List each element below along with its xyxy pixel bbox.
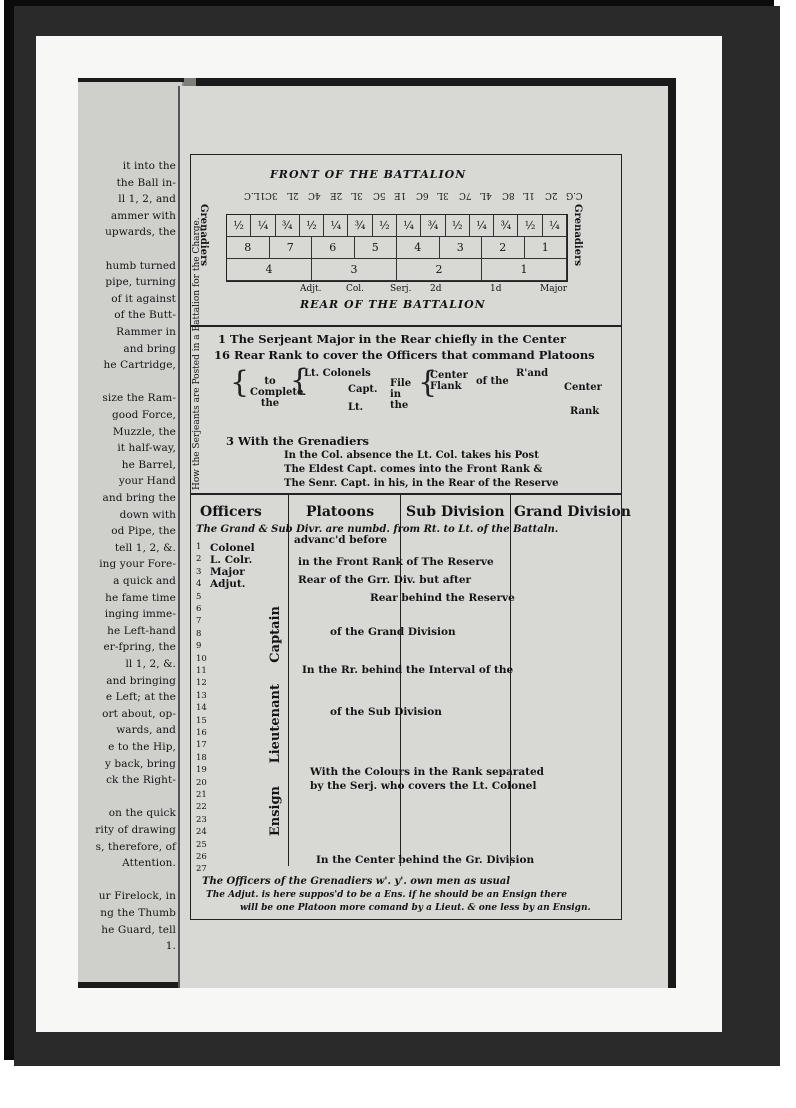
left-page — [78, 82, 184, 982]
grid-cell-division: 4 — [227, 259, 312, 281]
left-page-line: e Left; at the — [105, 691, 176, 704]
to-complete: to Complete the — [250, 376, 304, 409]
lt-colonels: Lt. Colonels — [304, 368, 371, 379]
lt-label: Lt. — [348, 402, 364, 413]
grid-cell-quarter: ¾ — [494, 215, 518, 237]
left-page-line: he Left-hand — [107, 624, 176, 637]
left-page-line: Attention. — [122, 857, 176, 870]
row-number: 21 — [196, 790, 207, 800]
col-divider-3 — [510, 494, 511, 866]
row-number: 15 — [196, 715, 207, 726]
rank-ensign: Ensign — [268, 786, 283, 837]
front-position-label: 4L — [480, 190, 492, 200]
front-position-label: 8C — [501, 190, 515, 200]
rear-position-label: Serj. — [390, 284, 412, 294]
grenadiers-left: Grenadiers — [198, 204, 209, 266]
front-position-label: 6C — [415, 190, 429, 200]
row-number: 8 — [196, 628, 202, 639]
left-page-line: ammer with — [110, 209, 176, 222]
row-number: 2 — [196, 554, 202, 565]
brace-c: { — [418, 365, 438, 400]
front-position-label: 3L — [351, 190, 363, 200]
row-number: 20 — [196, 777, 207, 788]
footer-grenadiers: The Officers of the Grenadiers w'. y'. own men as usual — [202, 876, 511, 887]
row-number: 13 — [196, 690, 207, 701]
grid-cell-platoon: 3 — [440, 237, 483, 259]
senr-line: The Senr. Capt. in his, in the Rear of the Reserve — [284, 478, 559, 489]
row-number: 16 — [196, 728, 207, 738]
grid-cell-division: 1 — [482, 259, 567, 281]
grid-cell-division: 2 — [397, 259, 482, 281]
left-page-line: it half-way, — [117, 442, 176, 455]
front-position-label: C.G — [566, 190, 583, 200]
row-number: 18 — [196, 752, 207, 763]
officer-colonel: Colonel — [210, 542, 255, 554]
row-number: 1 — [196, 542, 202, 552]
grenadiers-right: Grenadiers — [572, 204, 583, 266]
with-grenadiers: 3 With the Grenadiers — [226, 434, 370, 448]
left-page-line: the Ball in- — [116, 176, 176, 189]
header-platoons: Platoons — [306, 504, 375, 520]
left-page-line: and bring the — [102, 492, 176, 504]
rank-captain: Captain — [268, 606, 283, 663]
row-grand-division: of the Grand Division — [330, 626, 456, 638]
row-sub-division: of the Sub Division — [330, 706, 442, 718]
rank-lieutenant: Lieutenant — [268, 684, 283, 764]
row-number: 7 — [196, 616, 202, 627]
officer-adjutant: Adjut. — [210, 578, 246, 590]
left-page-line: Muzzle, the — [112, 425, 176, 438]
grid-cell-quarter: ¼ — [324, 215, 348, 237]
left-page-line: pipe, turning — [105, 276, 176, 289]
header-officers: Officers — [200, 504, 262, 520]
col-divider-2 — [400, 494, 401, 866]
of-the-a: of the — [476, 376, 509, 387]
left-page-line: inging imme- — [104, 608, 176, 621]
left-page-line: od Pipe, the — [111, 525, 176, 538]
rear-position-label: 2d — [430, 284, 442, 294]
rand-label: R'and — [516, 368, 549, 379]
grid-cell-quarter: ½ — [373, 215, 397, 237]
grid-cell-platoon: 4 — [397, 237, 440, 259]
front-position-label: 1L.C — [243, 190, 265, 200]
left-page-line: on the quick — [108, 807, 176, 820]
row-number: 6 — [196, 604, 202, 614]
left-page-line: ort about, op- — [102, 707, 176, 720]
row-number: 3 — [196, 566, 202, 577]
grid-cell-quarter: ½ — [446, 215, 470, 237]
row-front-rank: in the Front Rank of The Reserve — [298, 556, 494, 568]
grid-cell-quarter: ¾ — [276, 215, 300, 237]
left-page-line: ck the Right- — [106, 774, 176, 787]
front-position-label: 1E — [394, 190, 407, 200]
left-page-line: er-fpring, the — [103, 641, 176, 654]
table-subheader: The Grand & Sub Divr. are numbd. from Rt. to Lt. of the Battaln. — [196, 524, 559, 535]
left-page-line: and bringing — [106, 674, 176, 687]
front-position-label: 2E — [329, 190, 342, 200]
left-page-line: rity of drawing — [95, 824, 176, 836]
grid-cell-quarter: ½ — [518, 215, 542, 237]
left-page-line: he fame time — [105, 591, 176, 604]
left-page-line: and bring — [123, 342, 176, 355]
grid-cell-platoon: 7 — [270, 237, 313, 259]
officer-major: Major — [210, 566, 245, 578]
left-page-line: y back, bring — [104, 757, 176, 770]
left-page-line: size the Ram- — [102, 392, 176, 405]
row-number: 25 — [196, 839, 207, 850]
grid-cell-platoon: 6 — [312, 237, 355, 259]
grid-cell-quarter: ¼ — [251, 215, 275, 237]
left-page-line: Rammer in — [116, 326, 176, 338]
grid-cell-platoon: 1 — [525, 237, 568, 259]
row-advanced-before: advanc'd before — [294, 534, 388, 546]
left-page-line: ur Firelock, in — [98, 890, 176, 903]
left-page-line: down with — [119, 508, 176, 521]
row-number: 9 — [196, 641, 202, 652]
officer-lt-colonel: L. Colr. — [210, 554, 253, 566]
serjeants-side-note: How the Serjeants are Posted in a Battalion for the Charge. — [192, 217, 202, 490]
left-page-line: ll 1, 2, and — [118, 193, 176, 206]
row-number: 17 — [196, 740, 207, 751]
front-position-label: 1L — [523, 190, 535, 200]
left-page-line: of it against — [111, 292, 176, 305]
grid-cell-quarter: ¾ — [421, 215, 445, 237]
left-page-line: he Guard, tell — [101, 923, 176, 936]
book-photograph — [78, 78, 676, 988]
row-number: 12 — [196, 678, 207, 689]
serjeant-major-line: 1 The Serjeant Major in the Rear chiefly in the Center — [218, 332, 567, 346]
left-page-line: your Hand — [118, 475, 176, 488]
row-number: 22 — [196, 802, 207, 813]
row-number: 19 — [196, 765, 207, 776]
row-number: 11 — [196, 666, 207, 676]
left-page-line: e to the Hip, — [108, 741, 176, 753]
left-page-line: ll 1, 2, &. — [125, 658, 176, 670]
center-flank: Center Flank — [430, 370, 468, 392]
left-page-line: it into the — [122, 160, 176, 172]
row-number: 4 — [196, 579, 202, 590]
row-number: 23 — [196, 814, 207, 825]
rear-position-label: Adjt. — [300, 284, 322, 294]
brace-b: { — [290, 363, 310, 398]
left-page-line: he Barrel, — [121, 458, 176, 471]
formation-grid — [226, 214, 568, 282]
rank-label: Rank — [570, 406, 600, 417]
footer-platoon: will be one Platoon more comand by a Lieut. & one less by an Ensign. — [240, 903, 591, 913]
grid-cell-quarter: ¾ — [348, 215, 372, 237]
right-page — [178, 86, 668, 988]
row-interval: In the Rr. behind the Interval of the — [302, 664, 514, 676]
left-page-line: s, therefore, of — [95, 840, 176, 853]
absence-line: In the Col. absence the Lt. Col. takes his Post — [284, 450, 539, 461]
footer-adjutant: The Adjut. is here suppos'd to be a Ens. if he should be an Ensign there — [206, 890, 567, 900]
rear-title: REAR OF THE BATTALION — [300, 298, 486, 311]
left-page-line: ing your Fore- — [99, 558, 176, 571]
row-number: 26 — [196, 852, 207, 862]
header-sub-division: Sub Division — [406, 504, 505, 520]
left-page-line: upwards, the — [105, 226, 176, 239]
front-position-label: 3C — [265, 190, 278, 200]
grid-cell-platoon: 8 — [227, 237, 270, 259]
left-page-line: 1. — [165, 940, 176, 953]
left-page-line: wards, and — [116, 724, 176, 737]
row-rear-of: Rear of the Grr. Div. but after — [298, 574, 472, 586]
grid-cell-platoon: 2 — [482, 237, 525, 259]
file-in-the: File in the — [390, 378, 412, 411]
rear-position-label: Col. — [346, 284, 365, 294]
eldest-line: The Eldest Capt. comes into the Front Rank & — [284, 464, 543, 475]
header-grand-division: Grand Division — [514, 504, 631, 520]
left-page-line: he Cartridge, — [103, 359, 176, 372]
front-position-label: 5C — [372, 190, 386, 200]
grid-cell-quarter: ¼ — [470, 215, 494, 237]
brace-a: { — [230, 365, 250, 400]
left-page-line: a quick and — [113, 575, 176, 587]
rear-position-label: 1d — [490, 284, 502, 294]
front-position-label: 7C — [458, 190, 472, 200]
center-label: Center — [564, 382, 602, 393]
front-position-label: 2C — [544, 190, 558, 200]
grid-cell-quarter: ½ — [300, 215, 324, 237]
rear-position-label: Major — [540, 284, 568, 294]
row-rear-behind: Rear behind the Reserve — [370, 592, 515, 604]
grid-cell-quarter: ¼ — [543, 215, 567, 237]
front-position-label: 3L — [437, 190, 449, 200]
grid-cell-quarter: ¼ — [397, 215, 421, 237]
grid-cell-quarter: ½ — [227, 215, 251, 237]
row-number: 5 — [196, 591, 202, 602]
col-divider-1 — [288, 494, 289, 866]
row-center-behind: In the Center behind the Gr. Division — [316, 854, 535, 866]
left-page-line: of the Butt- — [114, 309, 176, 322]
row-number: 14 — [196, 703, 207, 714]
front-title: FRONT OF THE BATTALION — [270, 168, 467, 181]
row-serjeant: by the Serj. who covers the Lt. Colonel — [310, 780, 537, 792]
row-number: 27 — [196, 864, 207, 875]
row-colours: With the Colours in the Rank separated — [310, 766, 545, 778]
row-number: 10 — [196, 653, 207, 664]
row-number: 24 — [196, 827, 207, 838]
capt-label: Capt. — [348, 384, 378, 395]
left-page-line: humb turned — [105, 259, 176, 272]
grid-cell-platoon: 5 — [355, 237, 398, 259]
front-position-label: 4C — [308, 190, 321, 200]
grid-cell-division: 3 — [312, 259, 397, 281]
left-page-line: good Force, — [111, 409, 176, 421]
left-page-line: tell 1, 2, &. — [114, 541, 176, 554]
front-position-label: 2L — [286, 190, 299, 200]
left-page-line: ng the Thumb — [100, 907, 176, 919]
rear-rank-line: 16 Rear Rank to cover the Officers that command Platoons — [214, 348, 595, 362]
